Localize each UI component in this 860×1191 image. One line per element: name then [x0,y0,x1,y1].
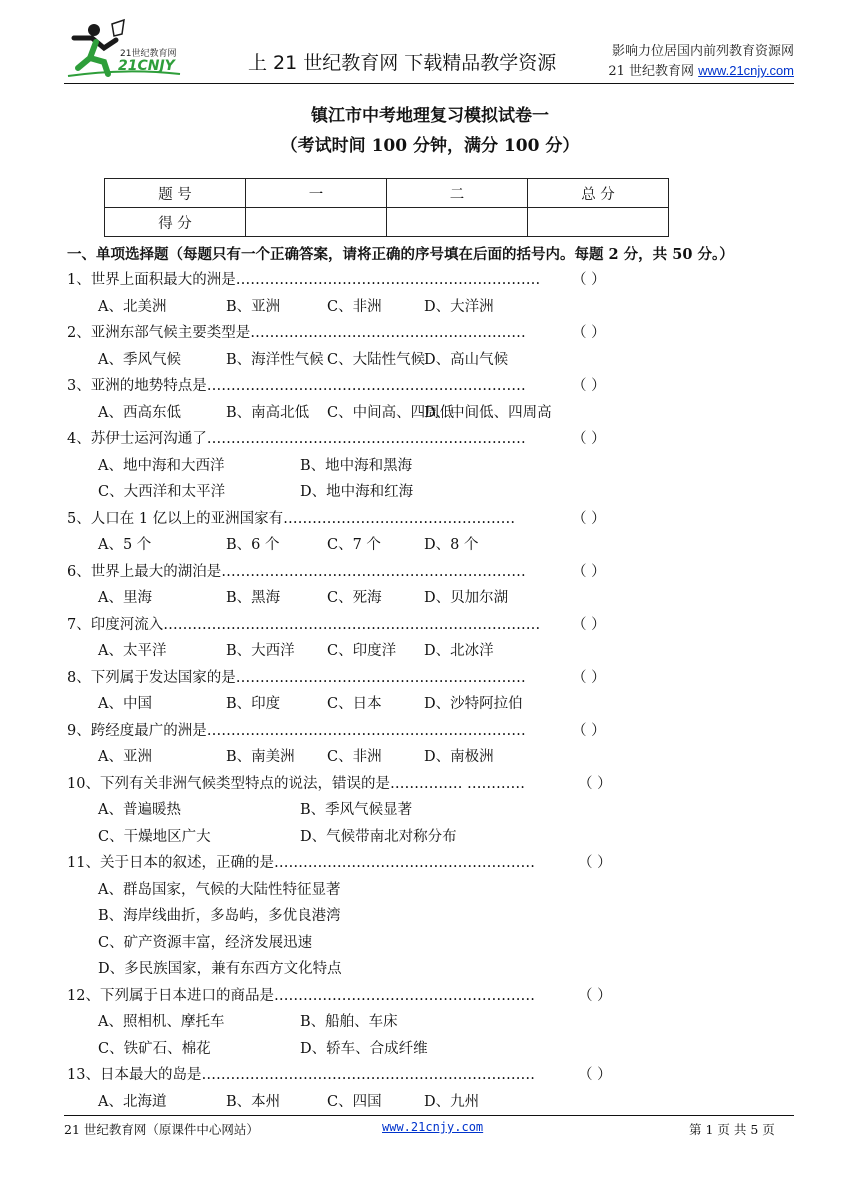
answer-bracket[interactable]: （ ） [572,378,606,394]
answer-option: D、8 个 [424,537,479,553]
header-slogan: 上 21 世纪教育网 下载精品教学资源 [248,52,557,74]
answer-bracket[interactable]: （ ） [572,511,606,527]
option-row [0,931,860,955]
header-right-info [608,42,794,81]
answer-option: B、南高北低 [226,405,310,421]
answer-option: A、中国 [98,696,152,712]
answer-option: A、西高东低 [98,405,181,421]
answer-bracket[interactable]: （ ） [578,988,612,1004]
answer-bracket[interactable]: （ ） [572,723,606,739]
answer-option: A、亚洲 [98,749,152,765]
question-stem [67,666,606,690]
exam-title: 镇江市中考地理复习模拟试卷一 [311,106,549,126]
footer-divider [64,1115,794,1116]
answer-option: A、地中海和大西洋 [98,458,225,474]
question-stem [67,772,612,796]
answer-option: D、贝加尔湖 [424,590,509,606]
answer-bracket[interactable]: （ ） [572,617,606,633]
question-text: 2、亚洲东部气候主要类型是………………………………………………… [67,325,526,341]
answer-option: A、5 个 [98,537,152,553]
score-table [104,178,669,237]
option-row [0,745,860,769]
answer-option: B、海岸线曲折，多岛屿，多优良港湾 [98,908,341,924]
header-divider [64,83,794,84]
header-site-link[interactable]: www.21cnjy.com [698,63,794,78]
score-cell: 二 [387,179,528,208]
option-row [0,825,860,849]
answer-bracket[interactable]: （ ） [578,776,612,792]
answer-option: B、地中海和黑海 [300,458,413,474]
option-row [0,533,860,557]
answer-option: C、矿产资源丰富，经济发展迅速 [98,935,313,951]
answer-bracket[interactable]: （ ） [572,431,606,447]
question-stem [67,719,606,743]
answer-option: B、印度 [226,696,281,712]
option-row [0,957,860,981]
answer-option: B、海洋性气候 [226,352,324,368]
answer-option: A、季风气候 [98,352,181,368]
score-input-cell[interactable] [387,208,528,237]
answer-option: A、北海道 [98,1094,167,1110]
answer-option: D、九州 [424,1094,480,1110]
question-text: 6、世界上最大的湖泊是……………………………………………………… [67,564,526,580]
answer-option: B、本州 [226,1094,281,1110]
answer-option: B、大西洋 [226,643,295,659]
answer-option: C、干燥地区广大 [98,829,211,845]
option-row [0,1010,860,1034]
answer-bracket[interactable]: （ ） [578,855,612,871]
option-row [0,639,860,663]
answer-bracket[interactable]: （ ） [572,325,606,341]
question-stem [67,507,606,531]
answer-option: B、船舶、车床 [300,1014,398,1030]
option-row [0,798,860,822]
score-input-cell[interactable] [246,208,387,237]
answer-option: D、多民族国家，兼有东西方文化特点 [98,961,342,977]
answer-option: C、日本 [327,696,382,712]
answer-option: D、沙特阿拉伯 [424,696,523,712]
logo-brand: 21CNJY [118,58,175,74]
answer-option: C、7 个 [327,537,381,553]
answer-option: B、黑海 [226,590,281,606]
answer-option: A、太平洋 [98,643,167,659]
answer-option: D、大洋洲 [424,299,494,315]
question-text: 5、人口在 1 亿以上的亚洲国家有………………………………………… [67,511,516,527]
answer-option: C、大西洋和太平洋 [98,484,226,500]
header-tagline: 影响力位居国内前列教育资源网 [611,44,794,59]
answer-option: B、南美洲 [226,749,295,765]
option-row [0,1037,860,1061]
answer-bracket[interactable]: （ ） [572,564,606,580]
answer-option: C、四国 [327,1094,382,1110]
answer-option: C、中间高、四周低 [327,405,455,421]
question-text: 11、关于日本的叙述，正确的是……………………………………………… [67,855,535,871]
answer-option: D、高山气候 [424,352,509,368]
score-table-score-row [105,208,669,237]
score-table-header-row [105,179,669,208]
question-stem [67,851,612,875]
question-text: 7、印度河流入…………………………………………………………………… [67,617,541,633]
question-stem [67,613,606,637]
option-row [0,348,860,372]
answer-option: C、死海 [327,590,382,606]
answer-option: B、亚洲 [226,299,281,315]
answer-option: D、南极洲 [424,749,494,765]
answer-option: C、铁矿石、棉花 [98,1041,211,1057]
question-stem [67,321,606,345]
question-stem [67,984,612,1008]
option-row [0,454,860,478]
header-site-name: 21 世纪教育网 [608,64,699,79]
answer-option: C、非洲 [327,749,382,765]
answer-option: C、大陆性气候 [327,352,426,368]
score-cell: 总 分 [528,179,669,208]
question-text: 9、跨经度最广的洲是………………………………………………………… [67,723,526,739]
answer-bracket[interactable]: （ ） [572,670,606,686]
score-cell: 题 号 [105,179,246,208]
question-stem [67,560,606,584]
option-row [0,878,860,902]
answer-option: D、气候带南北对称分布 [300,829,457,845]
question-stem [67,268,606,292]
score-cell: 得 分 [105,208,246,237]
question-text: 1、世界上面积最大的洲是……………………………………………………… [67,272,541,288]
answer-option: D、中间低、四周高 [424,405,552,421]
section-heading: 一、单项选择题（每题只有一个正确答案，请将正确的序号填在后面的括号内。每题 2 分，共 50 分。） [67,246,734,263]
answer-option: B、6 个 [226,537,280,553]
footer-site: 21 世纪教育网（原课件中心网站） [64,1122,259,1137]
question-text: 3、亚洲的地势特点是………………………………………………………… [67,378,526,394]
logo-text: 21世纪教育网 [120,49,177,59]
answer-option: A、北美洲 [98,299,167,315]
option-row [0,692,860,716]
answer-option: C、印度洋 [327,643,397,659]
answer-bracket[interactable]: （ ） [578,1067,612,1083]
answer-option: C、非洲 [327,299,382,315]
question-text: 13、日本最大的岛是…………………………………………………………… [67,1067,535,1083]
footer-link[interactable]: www.21cnjy.com [382,1120,484,1134]
score-cell: 一 [246,179,387,208]
exam-subtitle: （考试时间 100 分钟，满分 100 分） [280,136,580,156]
page-number: 第 1 页 共 5 页 [689,1122,775,1137]
answer-option: D、地中海和红海 [300,484,414,500]
score-input-cell[interactable] [528,208,669,237]
logo-icon [64,18,184,80]
question-stem [67,427,606,451]
answer-option: B、季风气候显著 [300,802,413,818]
answer-option: A、照相机、摩托车 [98,1014,225,1030]
answer-option: A、群岛国家，气候的大陆性特征显著 [98,882,341,898]
question-text: 4、苏伊士运河沟通了………………………………………………………… [67,431,526,447]
option-row [0,1090,860,1114]
answer-option: D、轿车、合成纤维 [300,1041,428,1057]
answer-option: A、里海 [98,590,152,606]
question-stem [67,374,606,398]
option-row [0,401,860,425]
option-row [0,295,860,319]
option-row [0,480,860,504]
option-row [0,586,860,610]
answer-bracket[interactable]: （ ） [572,272,606,288]
question-stem [67,1063,612,1087]
answer-option: D、北冰洋 [424,643,494,659]
answer-option: A、普遍暖热 [98,802,181,818]
option-row [0,904,860,928]
question-text: 10、下列有关非洲气候类型特点的说法，错误的是…………… ………… [67,776,526,792]
question-text: 12、下列属于日本进口的商品是……………………………………………… [67,988,535,1004]
question-text: 8、下列属于发达国家的是…………………………………………………… [67,670,526,686]
page-header [0,0,860,88]
